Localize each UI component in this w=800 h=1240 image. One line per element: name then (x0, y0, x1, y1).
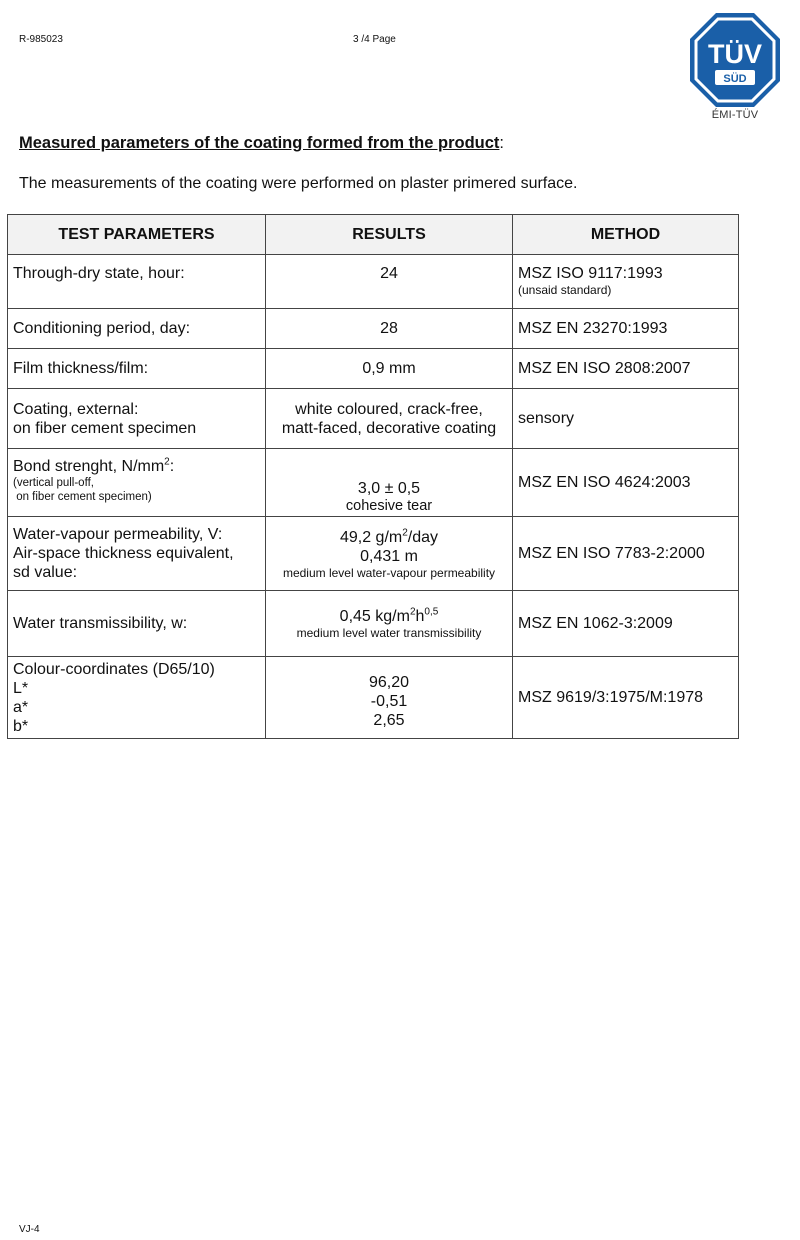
method-cell: sensory (513, 389, 739, 449)
heading-colon: : (499, 134, 505, 152)
tuv-logo (688, 11, 782, 126)
param-line: Water-vapour permeability, V: (13, 526, 223, 543)
page-number: 3 /4 Page (353, 34, 396, 45)
header-results: RESULTS (266, 215, 513, 255)
table-row (8, 449, 739, 517)
logo-mark: TÜV (708, 39, 762, 69)
param-cell (8, 657, 266, 739)
param-line: Coating, external: (13, 400, 139, 418)
result-superscript: 2 (409, 606, 416, 618)
table-row (8, 255, 739, 309)
table-row (8, 309, 739, 349)
method-cell: MSZ EN ISO 7783-2:2000 (513, 517, 739, 591)
method-cell (513, 255, 739, 309)
result-line (271, 528, 507, 547)
result-text: 0,45 kg/m (339, 608, 410, 625)
param-line: on fiber cement specimen (13, 419, 197, 437)
param-note: (vertical pull-off, (13, 477, 94, 489)
intro-text: The measurements of the coating were performed on plaster primered surface. (19, 175, 578, 192)
table-header-row (8, 215, 739, 255)
table-row (8, 657, 739, 739)
param-line: a* (13, 698, 29, 716)
logo-sub: SÜD (723, 73, 747, 85)
param-line: Colour-coordinates (D65/10) (13, 660, 215, 678)
header-test-parameters: TEST PARAMETERS (8, 215, 266, 255)
table-row (8, 591, 739, 657)
section-heading (19, 134, 504, 153)
logo-caption: ÉMI-TÜV (711, 109, 759, 121)
param-cell (8, 389, 266, 449)
param-line: L* (13, 679, 29, 697)
param-superscript: 2 (164, 456, 170, 468)
method-note: (unsaid standard) (518, 283, 612, 297)
result-note: medium level water-vapour permeability (282, 565, 496, 580)
result-superscript: 2 (402, 527, 408, 539)
parameters-table (7, 214, 739, 739)
result-line: white coloured, crack-free, (295, 400, 483, 418)
table-row (8, 517, 739, 591)
result-line: 0,431 m (360, 547, 418, 565)
result-line: 3,0 ± 0,5 (357, 480, 421, 497)
result-line: cohesive tear (345, 498, 433, 514)
param-line: sd value: (13, 564, 78, 581)
param-cell (8, 517, 266, 591)
method-cell: MSZ 9619/3:1975/M:1978 (513, 657, 739, 739)
param-line (13, 457, 260, 476)
result-text: 49,2 g/m (339, 528, 403, 546)
tuv-octagon-icon (688, 11, 782, 109)
result-cell (266, 449, 513, 517)
table-row (8, 349, 739, 389)
param-line: Air-space thickness equivalent, (13, 545, 234, 562)
result-line: 2,65 (373, 712, 405, 729)
result-superscript: 0,5 (424, 606, 439, 618)
result-line: 96,20 (368, 674, 410, 691)
method-text: MSZ ISO 9117:1993 (518, 265, 663, 282)
param-note: on fiber cement specimen) (13, 491, 152, 503)
header-method: METHOD (513, 215, 739, 255)
result-cell: 28 (266, 309, 513, 349)
result-line: matt-faced, decorative coating (281, 419, 497, 437)
result-cell: 0,9 mm (266, 349, 513, 389)
result-line: -0,51 (370, 693, 408, 710)
param-cell (8, 449, 266, 517)
param-text: Bond strenght, N/mm (13, 458, 165, 475)
section-heading-text: Measured parameters of the coating formed from the product (19, 134, 500, 152)
result-cell (266, 389, 513, 449)
param-cell: Water transmissibility, w: (8, 591, 266, 657)
method-cell: MSZ EN 23270:1993 (513, 309, 739, 349)
document-id: R-985023 (19, 34, 63, 45)
table-row (8, 389, 739, 449)
method-cell: MSZ EN 1062-3:2009 (513, 591, 739, 657)
result-cell: 24 (266, 255, 513, 309)
param-cell: Film thickness/film: (8, 349, 266, 389)
result-text: /day (407, 528, 439, 546)
result-line (271, 607, 507, 626)
param-cell: Through-dry state, hour: (8, 255, 266, 309)
method-cell: MSZ EN ISO 4624:2003 (513, 449, 739, 517)
result-cell (266, 657, 513, 739)
param-line: b* (13, 717, 29, 735)
result-cell (266, 591, 513, 657)
param-cell: Conditioning period, day: (8, 309, 266, 349)
method-cell: MSZ EN ISO 2808:2007 (513, 349, 739, 389)
result-note: medium level water transmissibility (296, 626, 482, 640)
result-text: h (415, 608, 425, 625)
result-cell (266, 517, 513, 591)
param-text: : (169, 458, 175, 475)
footer-code: VJ-4 (19, 1224, 40, 1235)
